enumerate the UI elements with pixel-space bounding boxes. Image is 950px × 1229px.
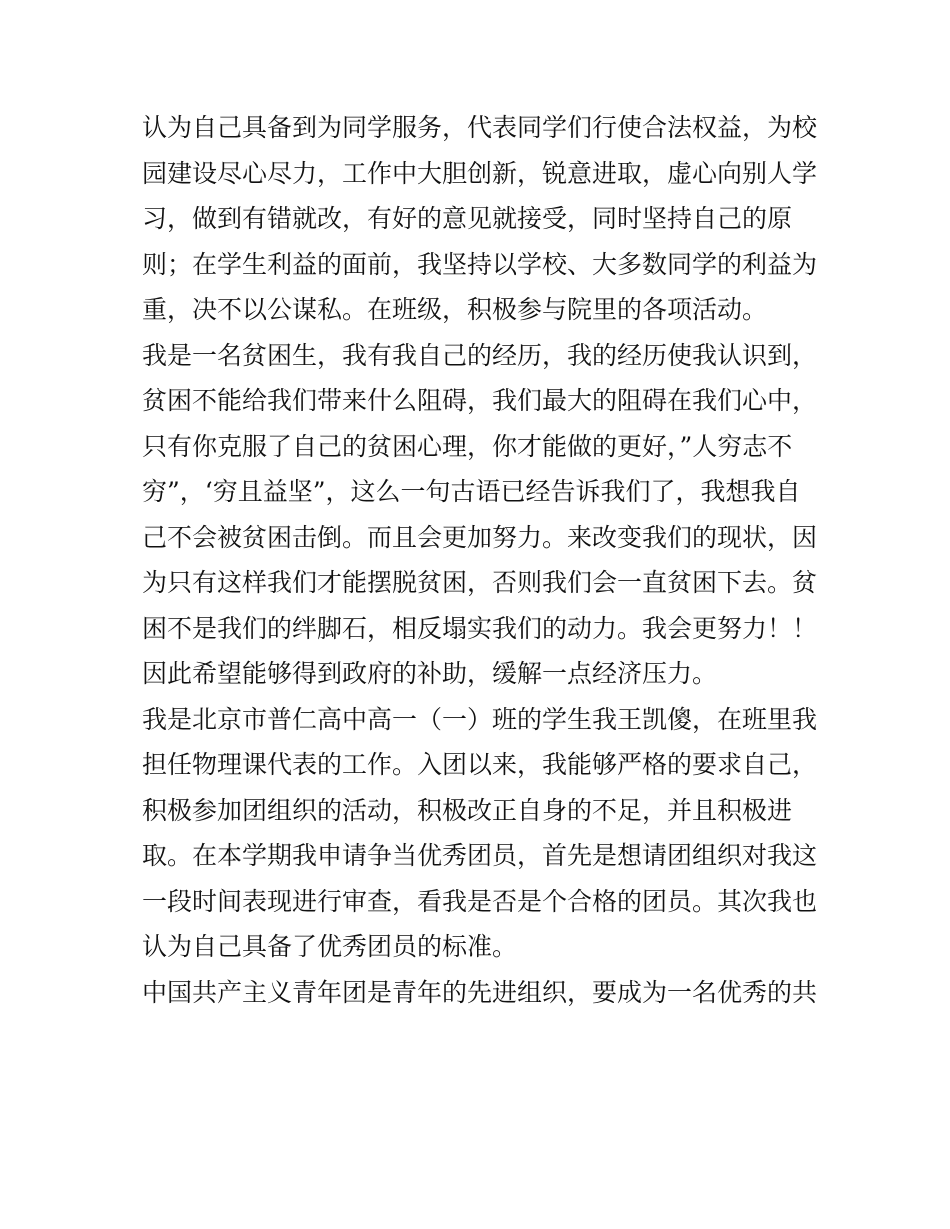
- text-line: 认为自己具备了优秀团员的标准。: [142, 932, 518, 961]
- text-line: 只有你克服了自己的贫困心理，你才能做的更好，”人穷志不: [142, 431, 793, 461]
- text-line: 中国共产主义青年团是青年的先进组织，要成为一名优秀的共: [142, 977, 818, 1007]
- text-line: 认为自己具备到为同学服务，代表同学们行使合法权益，为校: [142, 113, 818, 142]
- text-line: 担任物理课代表的工作。入团以来，我能够严格的要求自己，: [142, 750, 818, 779]
- text-line: 我是一名贫困生，我有我自己的经历，我的经历使我认识到，: [142, 340, 818, 370]
- text-line: 习，做到有错就改，有好的意见就接受，同时坚持自己的原: [142, 204, 793, 233]
- text-line: 穷”，‘穷且益坚”，这么一句古语已经告诉我们了，我想我自: [142, 477, 801, 506]
- body-text: [142, 105, 818, 1015]
- text-line: 因此希望能够得到政府的补助，缓解一点经济压力。: [142, 659, 718, 688]
- text-line: 为只有这样我们才能摆脱贫困，否则我们会一直贫困下去。贫: [142, 568, 818, 597]
- text-line: 重，决不以公谋私。在班级，积极参与院里的各项活动。: [142, 295, 768, 324]
- text-line: 己不会被贫困击倒。而且会更加努力。来改变我们的现状，因: [142, 522, 818, 552]
- text-line: 困不是我们的绊脚石，相反塌实我们的动力。我会更努力！！: [142, 613, 818, 643]
- text-line: 取。在本学期我申请争当优秀团员，首先是想请团组织对我这: [142, 841, 818, 870]
- text-line: 园建设尽心尽力，工作中大胆创新，锐意进取，虚心向别人学: [142, 158, 818, 188]
- text-line: 积极参加团组织的活动，积极改正自身的不足，并且积极进: [142, 795, 793, 825]
- text-line: 一段时间表现进行审查，看我是否是个合格的团员。其次我也: [142, 886, 818, 916]
- text-line: 我是北京市普仁高中高一（一）班的学生我王凯傻，在班里我: [142, 704, 818, 734]
- text-line: 贫困不能给我们带来什么阻碍，我们最大的阻碍在我们心中，: [142, 386, 818, 415]
- text-line: 则；在学生利益的面前，我坚持以学校、大多数同学的利益为: [142, 249, 818, 279]
